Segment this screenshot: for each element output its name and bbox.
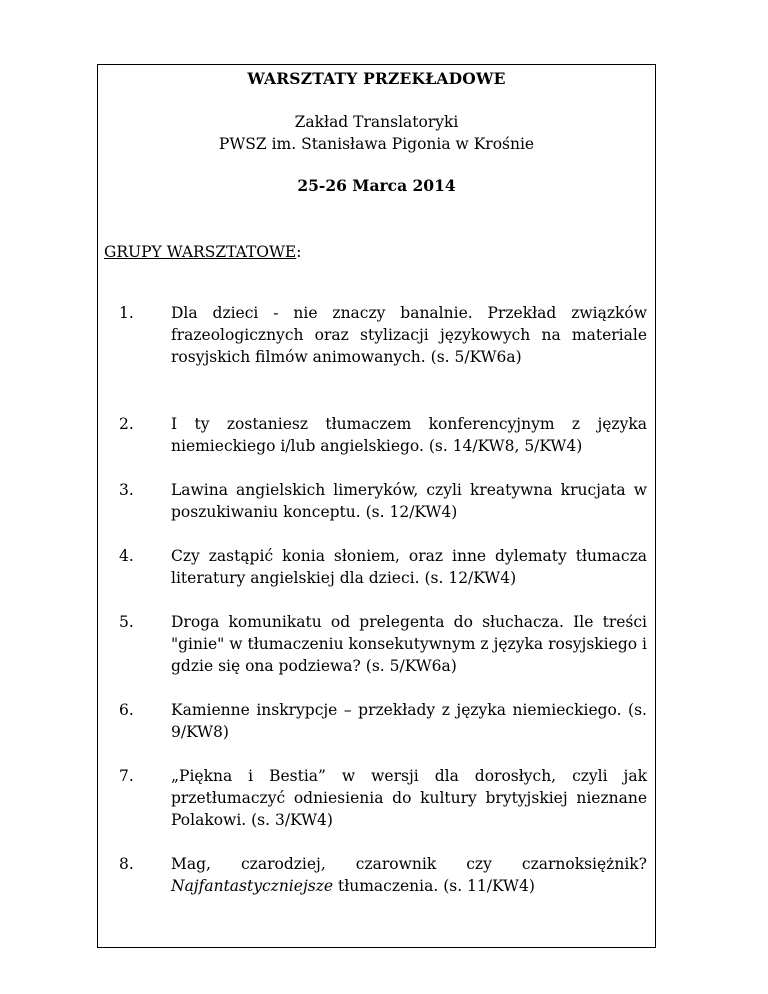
event-date: 25-26 Marca 2014	[297, 176, 456, 195]
item-number: 5.	[119, 613, 134, 631]
item-text-after: tłumaczenia. (s. 11/KW4)	[333, 877, 535, 895]
item-text: Droga komunikatu od prelegenta do słuchacza. Ile treści "ginie" w tłumaczeniu konsekutywnym z języka rosyjskiego i gdzie się ona podziewa? (s. 5/KW6a)	[171, 613, 647, 675]
item-text: „Piękna i Bestia” w wersji dla dorosłych, czyli jak przetłumaczyć odniesienia do kultury brytyjskiej nieznane Polakowi. (s. 3/KW4)	[171, 767, 647, 829]
item-text-italic: Najfantastyczniejsze	[171, 877, 334, 895]
groups-heading-label: GRUPY WARSZTATOWE	[104, 243, 297, 261]
item-number: 2.	[119, 415, 134, 433]
item-number: 7.	[119, 767, 134, 785]
item-text: Czy zastąpić konia słoniem, oraz inne dylematy tłumacza literatury angielskiej dla dzieci. (s. 12/KW4)	[171, 547, 647, 587]
item-text: Lawina angielskich limeryków, czyli kreatywna krucjata w poszukiwaniu konceptu. (s. 12/KW4)	[171, 481, 647, 521]
item-text	[171, 853, 647, 897]
document-frame	[97, 64, 656, 948]
groups-heading	[104, 241, 301, 263]
item-text: I ty zostaniesz tłumaczem konferencyjnym z języka niemieckiego i/lub angielskiego. (s. 14/KW8, 5/KW4)	[171, 415, 647, 455]
item-number: 3.	[119, 481, 134, 499]
item-number: 1.	[119, 304, 134, 322]
department-name: Zakład Translatoryki	[294, 113, 459, 131]
item-number: 6.	[119, 701, 134, 719]
item-text: Dla dzieci - nie znaczy banalnie. Przekład związków frazeologicznych oraz stylizacji językowych na materiale rosyjskich filmów animowanych. (s. 5/KW6a)	[171, 304, 647, 366]
school-name: PWSZ im. Stanisława Pigonia w Krośnie	[218, 135, 535, 153]
groups-heading-colon: :	[296, 243, 302, 261]
document-title: WARSZTATY PRZEKŁADOWE	[247, 69, 506, 88]
item-number: 4.	[119, 547, 134, 565]
item-number: 8.	[119, 855, 134, 873]
item-text-before: Mag, czarodziej, czarownik czy czarnoksiężnik?	[171, 855, 647, 873]
item-text: Kamienne inskrypcje – przekłady z języka niemieckiego. (s. 9/KW8)	[171, 701, 647, 741]
